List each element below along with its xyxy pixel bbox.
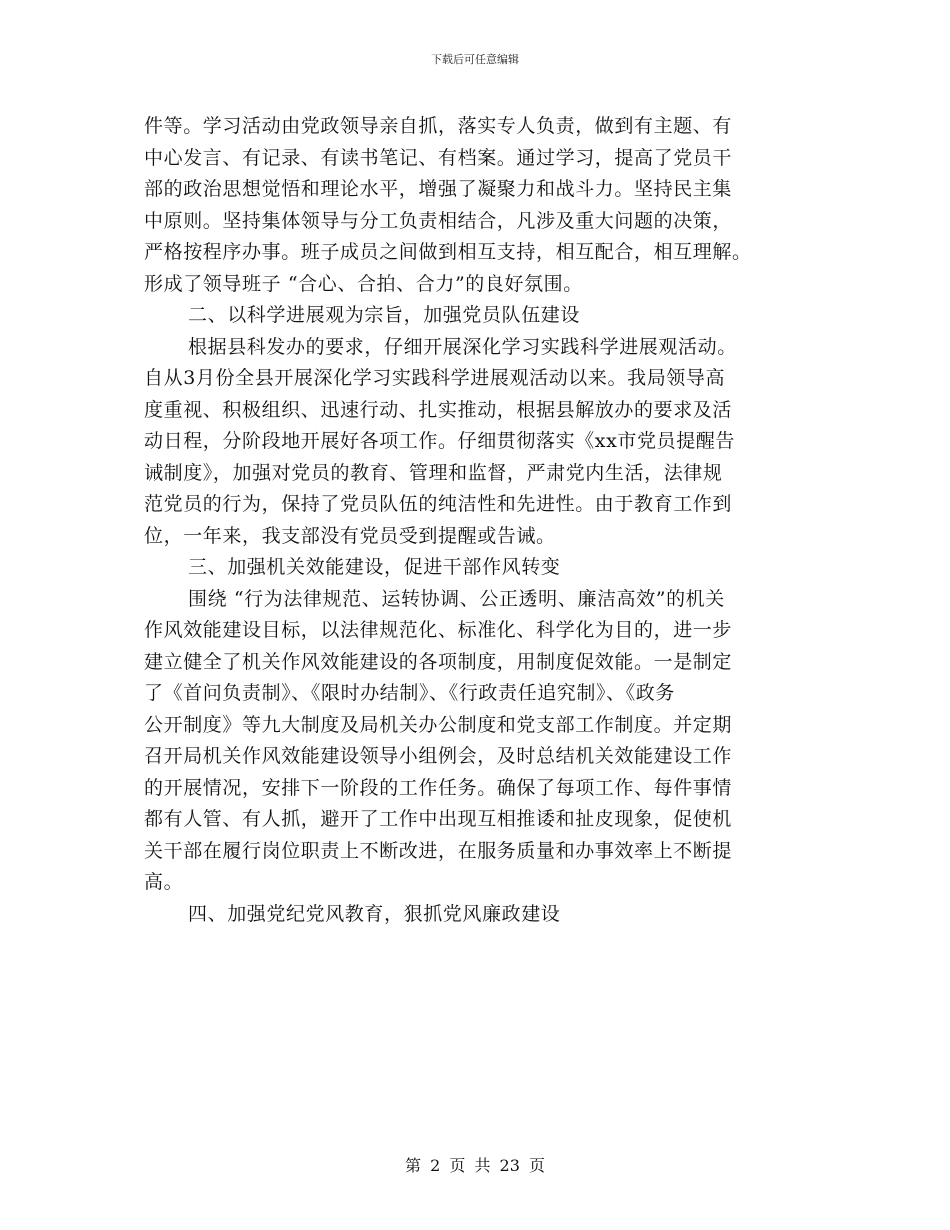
paragraph-line: 根据县科发办的要求，仔细开展深化学习实践科学进展观活动。 bbox=[188, 335, 737, 358]
paragraph-line: 度重视、积极组织、迅速行动、扎实推动，根据县解放办的要求及活 bbox=[144, 398, 733, 421]
paragraph-line: 范党员的行为，保持了党员队伍的纯洁性和先进性。由于教育工作到 bbox=[144, 493, 733, 515]
paragraph-line: 动日程，分阶段地开展好各项工作。仔细贯彻落实《xx市党员提醒告 bbox=[144, 430, 736, 452]
paragraph-line: 中心发言、有记录、有读书笔记、有档案。通过学习，提高了党员干 bbox=[144, 146, 733, 169]
section-heading: 三、加强机关效能建设，促进干部作风转变 bbox=[188, 556, 561, 578]
section-heading: 四、加强党纪党风教育，狠抓党风廉政建设 bbox=[188, 902, 561, 925]
paragraph-line: 部的政治思想觉悟和理论水平，增强了凝聚力和战斗力。坚持民主集 bbox=[144, 178, 733, 200]
paragraph-line: 的开展情况，安排下一阶段的工作任务。确保了每项工作、每件事情 bbox=[144, 776, 733, 799]
page-number: 第 2 页 共 23 页 bbox=[405, 1156, 545, 1175]
page-header: 下载后可任意编辑 bbox=[431, 53, 519, 66]
paragraph-line: 件等。学习活动由党政领导亲自抓，落实专人负责，做到有主题、有 bbox=[144, 115, 733, 137]
paragraph-line: 位，一年来，我支部没有党员受到提醒或告诫。 bbox=[144, 524, 556, 547]
paragraph-line: 建立健全了机关作风效能建设的各项制度，用制度促效能。一是制定 bbox=[144, 650, 733, 673]
paragraph-line: 围绕 “行为法律规范、运转协调、公正透明、廉洁高效”的机关 bbox=[188, 587, 725, 610]
paragraph-line: 作风效能建设目标，以法律规范化、标准化、科学化为目的，进一步 bbox=[144, 619, 733, 641]
paragraph-line: 自从3月份全县开展深化学习实践科学进展观活动以来。我局领导高 bbox=[144, 367, 726, 389]
paragraph-line: 严格按程序办事。班子成员之间做到相互支持，相互配合，相互理解。 bbox=[144, 241, 752, 263]
paragraph-line: 都有人管、有人抓，避开了工作中出现互相推诿和扯皮现象，促使机 bbox=[144, 808, 733, 830]
paragraph-line: 关干部在履行岗位职责上不断改进，在服务质量和办事效率上不断提 bbox=[144, 839, 733, 862]
paragraph-line: 高。 bbox=[144, 871, 184, 893]
document-body bbox=[144, 111, 809, 930]
paragraph-line: 了《首问负责制》、《限时办结制》、《行政责任追究制》、《政务 bbox=[144, 682, 676, 704]
paragraph-line: 形成了领导班子 “合心、合拍、合力”的良好氛围。 bbox=[144, 272, 583, 295]
paragraph-line: 诫制度》，加强对党员的教育、管理和监督，严肃党内生活，法律规 bbox=[144, 461, 723, 484]
paragraph-line: 公开制度》等九大制度及局机关办公制度和党支部工作制度。并定期 bbox=[144, 713, 733, 736]
paragraph-line: 召开局机关作风效能建设领导小组例会，及时总结机关效能建设工作 bbox=[144, 745, 733, 767]
paragraph-line: 中原则。坚持集体领导与分工负责相结合，凡涉及重大问题的决策， bbox=[144, 209, 733, 232]
section-heading: 二、以科学进展观为宗旨，加强党员队伍建设 bbox=[188, 304, 581, 326]
